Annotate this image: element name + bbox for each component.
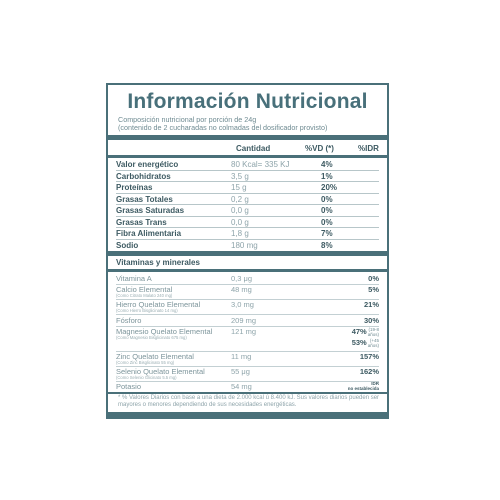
- nutrient-quantity: 80 Kcal= 335 KJ: [231, 160, 290, 169]
- mineral-note: (Como Magnesio Bisglicinato 675 mg): [116, 335, 187, 340]
- nutrient-quantity: 180 mg: [231, 240, 258, 250]
- nutrient-name: Sodio: [116, 240, 139, 250]
- nutrient-row: [116, 205, 379, 217]
- mineral-row-fosforo: [116, 316, 379, 326]
- nutrient-name: Grasas Totales: [116, 194, 173, 204]
- nutrient-quantity: 15 g: [231, 183, 247, 192]
- nutrient-name: Grasas Trans: [116, 217, 167, 227]
- mineral-quantity: 48 mg: [231, 285, 252, 294]
- bottom-divider-bar: [108, 412, 387, 417]
- header-divider-bar: [108, 155, 387, 158]
- nutrient-quantity: 0,0 g: [231, 217, 249, 227]
- mineral-name: Magnesio Quelato Elemental: [116, 327, 213, 336]
- nutrient-vd: 0%: [321, 206, 333, 215]
- nutrient-vd: 0%: [321, 217, 333, 227]
- mineral-quantity: 0,3 μg: [231, 274, 253, 283]
- mineral-name: Selenio Quelato Elemental: [116, 367, 205, 376]
- mineral-note: (Como Hierro Bisglicinato 14 mg): [116, 308, 178, 313]
- nutrient-vd: 7%: [321, 229, 333, 238]
- nutrient-row: [116, 194, 379, 206]
- nutrient-row: [116, 228, 379, 240]
- mineral-note: (Como Zinc Bisglicinato 55 mg): [116, 360, 175, 365]
- nutrient-vd: 20%: [321, 183, 338, 192]
- nutrient-name: Valor energético: [116, 160, 179, 169]
- mineral-name: Fósforo: [116, 316, 142, 325]
- mineral-row-selenio: [116, 367, 379, 381]
- mineral-idr: 162%: [359, 367, 379, 376]
- mineral-name: Zinc Quelato Elemental: [116, 352, 194, 361]
- mineral-idr: 5%: [368, 285, 379, 294]
- nutrition-facts-label: [106, 83, 389, 419]
- mineral-note: (Como Selenio Glicinato 5.5 mg): [116, 375, 177, 380]
- label-subtitle: [118, 116, 327, 132]
- mineral-row-hierro: [116, 300, 379, 314]
- mineral-quantity: 3,0 mg: [231, 300, 254, 309]
- label-title: Información Nutricional: [127, 90, 368, 113]
- footer-divider-bar: [108, 392, 387, 394]
- mineral-idr-not-established: IDR no establecida: [347, 381, 379, 391]
- mineral-name: Hierro Quelato Elemental: [116, 300, 201, 309]
- column-header-vd: %VD (*): [305, 144, 334, 153]
- mineral-name: Potasio: [116, 382, 142, 391]
- footnote: * % Valores Diarios con base a una dieta de 2.000 kcal ú 8.400 kJ. Sus valores diarios pueden ser mayores o menores dependiendo de sus necesidades energéticas.: [118, 395, 380, 409]
- mineral-quantity: 121 mg: [231, 327, 257, 336]
- nutrient-row: [116, 159, 379, 171]
- mineral-idr: 0%: [368, 274, 379, 283]
- subtitle-line-2: (contenido de 2 cucharadas no colmadas del dosificador provisto): [118, 123, 328, 133]
- mineral-name: Calcio Elemental: [116, 285, 173, 294]
- mineral-name: Vitamina A: [116, 274, 152, 283]
- nutrient-quantity: 0,2 g: [231, 194, 249, 204]
- mineral-idr: 21%: [363, 300, 379, 309]
- nutrient-row: [116, 217, 379, 229]
- column-header-idr: %IDR: [358, 144, 379, 153]
- mineral-row-vitamin-a: [116, 274, 379, 284]
- nutrient-row: [116, 240, 379, 252]
- mineral-row-zinc: [116, 352, 379, 366]
- vitamins-heading-row: [116, 257, 379, 269]
- nutrient-quantity: 3,5 g: [231, 171, 249, 181]
- nutrient-row: [116, 171, 379, 183]
- column-header-quantity: Cantidad: [236, 144, 271, 153]
- nutrient-row: [116, 182, 379, 194]
- subtitle-line-1: Composición nutricional por porción de 24g: [118, 115, 257, 124]
- nutrient-vd: 4%: [321, 160, 333, 169]
- top-divider-bar: [108, 135, 387, 140]
- nutrient-name: Grasas Saturadas: [116, 206, 185, 215]
- mineral-idr: 30%: [363, 316, 379, 325]
- nutrient-quantity: 0,0 g: [231, 206, 249, 215]
- mineral-quantity: 55 μg: [231, 367, 250, 376]
- mineral-quantity: 209 mg: [231, 316, 257, 325]
- mineral-idr: 157%: [359, 352, 379, 361]
- mineral-idr-adult: 47% (19-8 años): [351, 327, 379, 338]
- nutrient-vd: 8%: [321, 240, 333, 250]
- mineral-row-calcio: [116, 285, 379, 299]
- mineral-quantity: 54 mg: [231, 382, 252, 391]
- mineral-note: (Como Citrato Malato 240 mg): [116, 293, 173, 298]
- mineral-row-magnesio: [116, 327, 379, 351]
- nutrient-quantity: 1,8 g: [231, 229, 249, 238]
- mineral-quantity: 11 mg: [231, 352, 252, 361]
- nutrient-vd: 1%: [321, 171, 333, 181]
- nutrient-name: Fibra Alimentaria: [116, 229, 182, 238]
- nutrient-name: Carbohidratos: [116, 171, 171, 181]
- vitamins-divider-bar: [108, 269, 387, 272]
- nutrient-name: Proteínas: [116, 183, 153, 192]
- nutrient-vd: 0%: [321, 194, 333, 204]
- mineral-idr-senior: 53% (+45 años): [351, 338, 379, 349]
- section-divider-bar: [108, 251, 387, 256]
- vitamins-heading: Vitaminas y minerales: [116, 258, 200, 267]
